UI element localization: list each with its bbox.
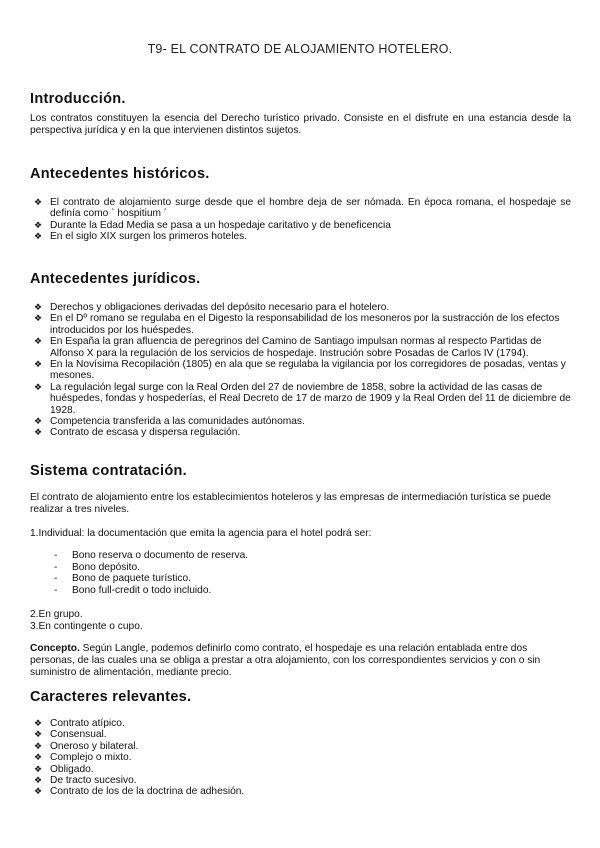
diamond-bullet-icon: ❖: [34, 427, 43, 438]
list-item: ❖ Obligado.: [34, 763, 94, 775]
dash-bullet: -: [54, 561, 58, 573]
heading-antecedentes-historicos: Antecedentes históricos.: [30, 166, 210, 182]
sistema-level-1: 1.Individual: la documentación que emita la agencia para el hotel podrá ser:: [30, 528, 372, 539]
concepto-label: Concepto.: [30, 643, 80, 654]
diamond-bullet-icon: ❖: [34, 775, 43, 786]
diamond-bullet-icon: ❖: [34, 381, 43, 392]
diamond-bullet-icon: ❖: [34, 197, 43, 207]
heading-introduccion: Introducción.: [30, 91, 126, 107]
diamond-bullet-icon: ❖: [34, 763, 43, 774]
list-item: ❖ Durante la Edad Media se pasa a un hospedaje caritativo y de beneficencia: [34, 219, 391, 231]
list-item: ❖ La regulación legal surge con la Real Orden del 27 de noviembre de 1858, sobre la actividad de las casas de huéspedes, fondas y hospederías, el Real Decreto de 17 de marzo de 1909 y la Real Orden del 11 de diciembre de 1928.: [34, 381, 571, 416]
bonos-list: [54, 550, 248, 596]
diamond-bullet-icon: ❖: [34, 416, 43, 427]
list-item: ❖ En el Dº romano se regulaba en el Digesto la responsabilidad de los mesoneros por la sustracción de los efectos introducidos por los huéspedes.: [34, 313, 560, 336]
heading-sistema-contratacion: Sistema contratación.: [30, 463, 187, 479]
list-item: ❖ Competencia transferida a las comunidades autónomas.: [34, 416, 305, 428]
diamond-bullet-icon: ❖: [34, 718, 43, 728]
list-item: ❖ Consensual.: [34, 729, 107, 741]
list-item: - Bono depósito.: [54, 561, 140, 573]
concepto-text: Según Langle, podemos definirlo como contrato, el hospedaje es una relación entablada entre dos personas, de las cuales una se obliga a prestar a otra alojamiento, con los correspondientes servicios y con o sin suministro de alimentación, mediante precio.: [30, 643, 541, 679]
heading-caracteres-relevantes: Caracteres relevantes.: [30, 689, 192, 705]
sistema-level-3: 3.En contingente o cupo.: [30, 621, 143, 632]
list-item: - Bono reserva o documento de reserva.: [54, 550, 249, 561]
dash-bullet: -: [54, 584, 58, 596]
diamond-bullet-icon: ❖: [34, 359, 43, 370]
list-item: ❖ Contrato de escasa y dispersa regulación.: [34, 427, 241, 439]
concepto-paragraph: [30, 643, 571, 680]
list-item: ❖ En la Novísima Recopilación (1805) en ala que se regulaba la vigilancia por los corregidores de posadas, ventas y mesones.: [34, 359, 566, 382]
list-item: ❖ Contrato atípico.: [34, 718, 125, 729]
dash-bullet: -: [54, 573, 58, 585]
historicos-list: [34, 197, 571, 243]
sistema-intro: El contrato de alojamiento entre los establecimientos hoteleros y las empresas de intermediación turística se puede realizar a tres niveles.: [30, 492, 551, 516]
diamond-bullet-icon: ❖: [34, 302, 43, 312]
list-item: ❖ En España la gran afluencia de peregrinos del Camino de Santiago impulsan normas al respecto Partidas de Alfonso X para la regulación de los servicios de hospedaje. Instrución sobre Posadas de Carlos IV (1794).: [34, 336, 542, 359]
heading-antecedentes-juridicos: Antecedentes jurídicos.: [30, 271, 201, 287]
dash-bullet: -: [54, 550, 58, 561]
diamond-bullet-icon: ❖: [34, 740, 43, 751]
list-item: - Bono full-credit o todo incluido.: [54, 584, 212, 596]
diamond-bullet-icon: ❖: [34, 786, 43, 797]
diamond-bullet-icon: ❖: [34, 313, 43, 324]
list-item: ❖ Complejo o mixto.: [34, 752, 132, 764]
list-item: ❖ Contrato de los de la doctrina de adhesión.: [34, 786, 245, 798]
list-item: ❖ Oneroso y bilateral.: [34, 740, 139, 752]
caracteres-list: [34, 718, 571, 798]
list-item: ❖ El contrato de alojamiento surge desde que el hombre deja de ser nómada. En época romana, el hospedaje se definía como ` hospitium ´: [34, 197, 571, 220]
list-item: ❖ En el siglo XIX surgen los primeros hoteles.: [34, 231, 248, 243]
document-title: T9- EL CONTRATO DE ALOJAMIENTO HOTELERO.: [147, 42, 453, 56]
intro-paragraph: Los contratos constituyen la esencia del Derecho turístico privado. Consiste en el disfrute en una estancia desde la perspectiva jurídica y en la que intervienen distintos sujetos.: [30, 113, 571, 137]
list-item: - Bono de paquete turístico.: [54, 573, 191, 585]
diamond-bullet-icon: ❖: [34, 219, 43, 230]
diamond-bullet-icon: ❖: [34, 231, 43, 242]
juridicos-list: [34, 302, 571, 439]
list-item: ❖ Derechos y obligaciones derivadas del depósito necesario para el hotelero.: [34, 302, 390, 313]
diamond-bullet-icon: ❖: [34, 336, 43, 347]
diamond-bullet-icon: ❖: [34, 729, 43, 740]
diamond-bullet-icon: ❖: [34, 752, 43, 763]
sistema-level-2: 2.En grupo.: [30, 609, 83, 620]
list-item: ❖ De tracto sucesivo.: [34, 775, 137, 787]
